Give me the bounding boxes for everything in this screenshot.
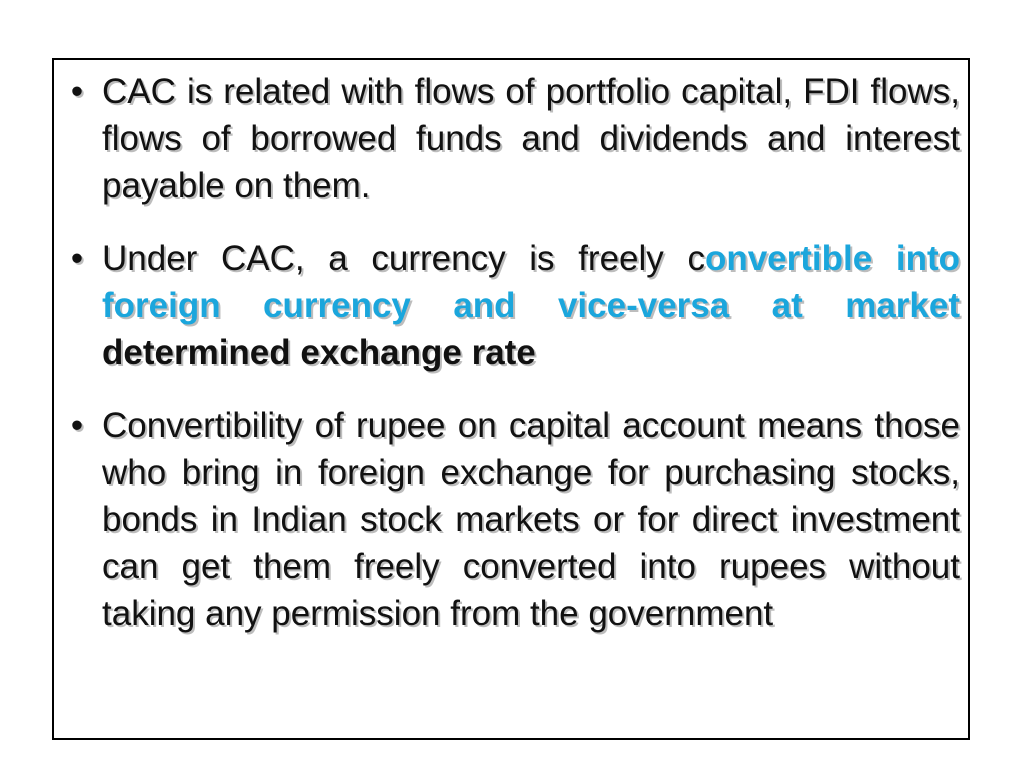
bullet-item-rupee-convertibility [54,402,970,637]
bullet-dot-icon: • [70,72,84,111]
bullet-item-cac-convertible [54,235,970,376]
bullet-dot-icon: • [70,239,84,278]
bullet-text: Convertibility of rupee on capital account means those who bring in foreign exchange for purchasing stocks, bonds in Indian stock markets or for direct investment can get them freely converted into rupees without taking any permission from the government [102,406,960,633]
bold-text: determined exchange rate [102,333,536,372]
bullet-text: Under CAC, a currency is freely c [102,239,705,278]
content-box [52,58,970,740]
highlighted-text: onvertible into foreign currency and vice-versa at market [102,239,961,325]
bullet-item-cac-flows [54,68,970,209]
bullet-dot-icon: • [70,406,84,445]
bullet-list [54,68,970,663]
bullet-text: CAC is related with flows of portfolio capital, FDI flows, flows of borrowed funds and dividends and interest payable on them. [102,72,960,205]
